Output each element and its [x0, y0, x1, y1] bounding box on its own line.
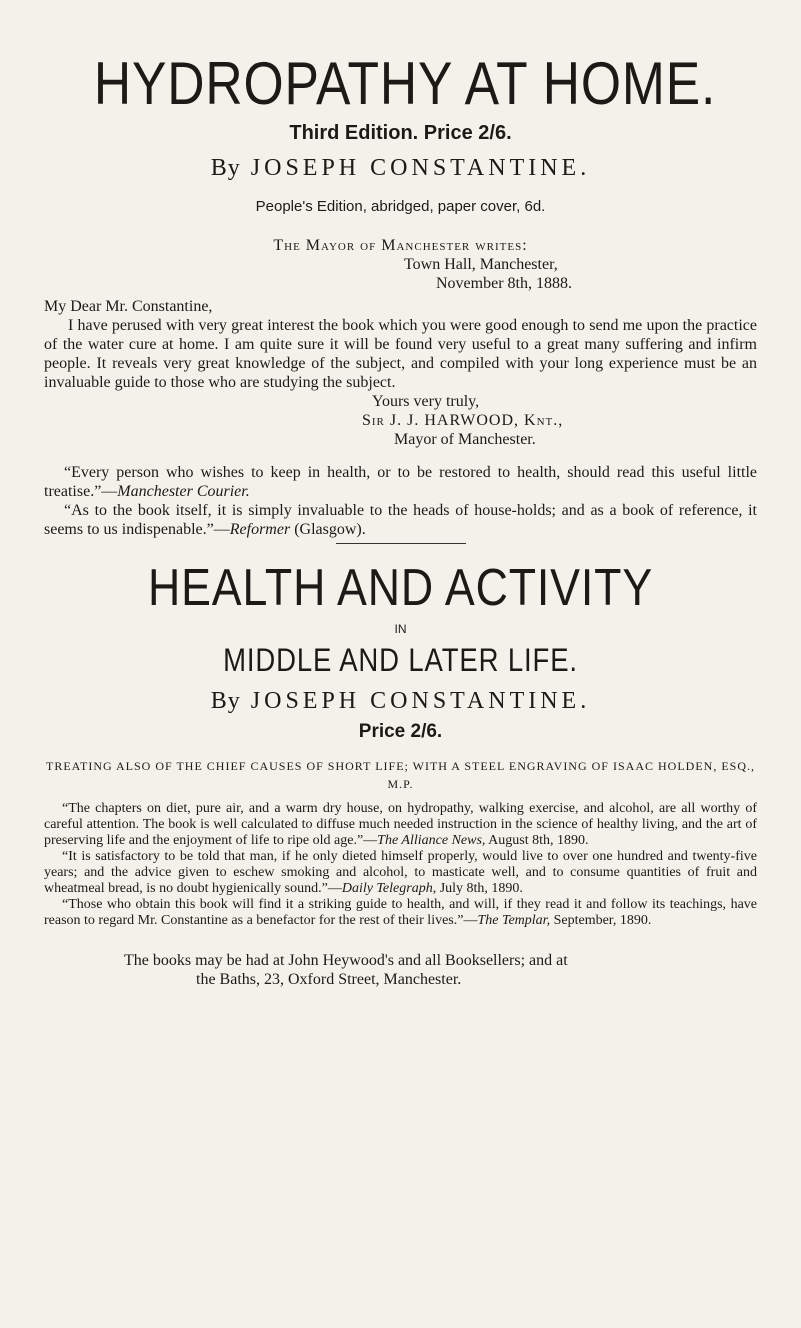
review-2-suffix: July 8th, 1890.: [436, 881, 523, 896]
book2-by: By: [210, 688, 241, 714]
letter-signature-title: Mayor of Manchester.: [394, 431, 536, 448]
review-3-source: The Templar,: [477, 913, 551, 928]
review-3-suffix: September, 1890.: [550, 913, 652, 928]
book2-byline: [44, 688, 757, 715]
testimonial-1-source: Manchester Courier.: [117, 483, 250, 500]
review-3-text: “Those who obtain this book will find it a striking guide to health, and will, if they read it and follow its teachings, have reason to regard Mr. Constantine as a benefactor for the rest of their lives.”—: [44, 897, 757, 928]
review-1-source: The Alliance News,: [377, 833, 486, 848]
book1-title: HYDROPATHY AT HOME.: [93, 50, 717, 117]
book2-treating: TREATING ALSO OF THE CHIEF CAUSES OF SHORT LIFE; WITH A STEEL ENGRAVING OF ISAAC HOLDEN, ESQ., M.P.: [46, 759, 755, 791]
review-1-suffix: August 8th, 1890.: [485, 833, 589, 848]
footer-line1: The books may be had at John Heywood's and all Booksellers; and at: [124, 952, 568, 969]
divider-rule: [336, 543, 466, 544]
book1-edition-price: Third Edition. Price 2/6.: [289, 122, 512, 144]
book2-in: IN: [394, 622, 407, 636]
testimonial-2: [44, 501, 757, 539]
book1-author: JOSEPH CONSTANTINE.: [250, 155, 591, 181]
advertisement-page: [44, 52, 757, 989]
peoples-edition-note: People's Edition, abridged, paper cover, 6d.: [255, 198, 546, 215]
review-2-text: “It is satisfactory to be told that man, if he only dieted himself properly, would live to over one hundred and twenty-five years; and the advice given to eschew smoking and alcohol, to masticate well, and to consume quantities of fruit and wheatmeal bread, is no doubt hygienically sound.”—: [44, 849, 757, 896]
testimonial-2-source: Reformer: [229, 521, 291, 538]
review-2: [44, 849, 757, 897]
book1-by: By: [210, 155, 241, 181]
review-1: [44, 801, 757, 849]
letter-salutation: My Dear Mr. Constantine,: [44, 298, 213, 315]
book1-byline: [44, 155, 757, 182]
letter-address-line2: November 8th, 1888.: [436, 275, 572, 292]
letter-signature: Sir J. J. HARWOOD, Knt.,: [362, 412, 564, 429]
review-2-source: Daily Telegraph,: [341, 881, 437, 896]
footer-line2: the Baths, 23, Oxford Street, Manchester.: [196, 971, 462, 988]
testimonial-1: [44, 463, 757, 501]
mayor-intro: The Mayor of Manchester writes:: [273, 237, 528, 254]
letter-closing: Yours very truly,: [372, 393, 480, 410]
review-1-text: “The chapters on diet, pure air, and a warm dry house, on hydropathy, walking exercise, and alcohol, are all worthy of careful attention. The book is well calculated to diffuse much needed instruction in the science of healthy living, and the art of preserving life and the enjoyment of life to ripe old age.”—: [44, 801, 757, 848]
book2-author: JOSEPH CONSTANTINE.: [250, 688, 591, 714]
letter-body: I have perused with very great interest the book which you were good enough to send me upon the practice of the water cure at home. I am quite sure it will be found very useful to a great many suffering and infirm people. It reveals very great knowledge of the subject, and compiled with your long experience must be an invaluable guide to those who are studying the subject.: [44, 317, 757, 391]
testimonial-2-suffix: (Glasgow).: [290, 521, 366, 538]
footer-note: [44, 951, 757, 989]
book2-title: HEALTH AND ACTIVITY: [147, 559, 654, 617]
review-3: [44, 897, 757, 929]
testimonial-1-text: “Every person who wishes to keep in health, or to be restored to health, should read this useful little treatise.”—: [44, 464, 757, 500]
book2-price: Price 2/6.: [358, 721, 443, 742]
letter-address-line1: Town Hall, Manchester,: [404, 256, 558, 273]
book2-subtitle: MIDDLE AND LATER LIFE.: [223, 642, 578, 678]
testimonial-2-text: “As to the book itself, it is simply invaluable to the heads of house-holds; and as a book of reference, it seems to us indispenable.”—: [44, 502, 757, 538]
